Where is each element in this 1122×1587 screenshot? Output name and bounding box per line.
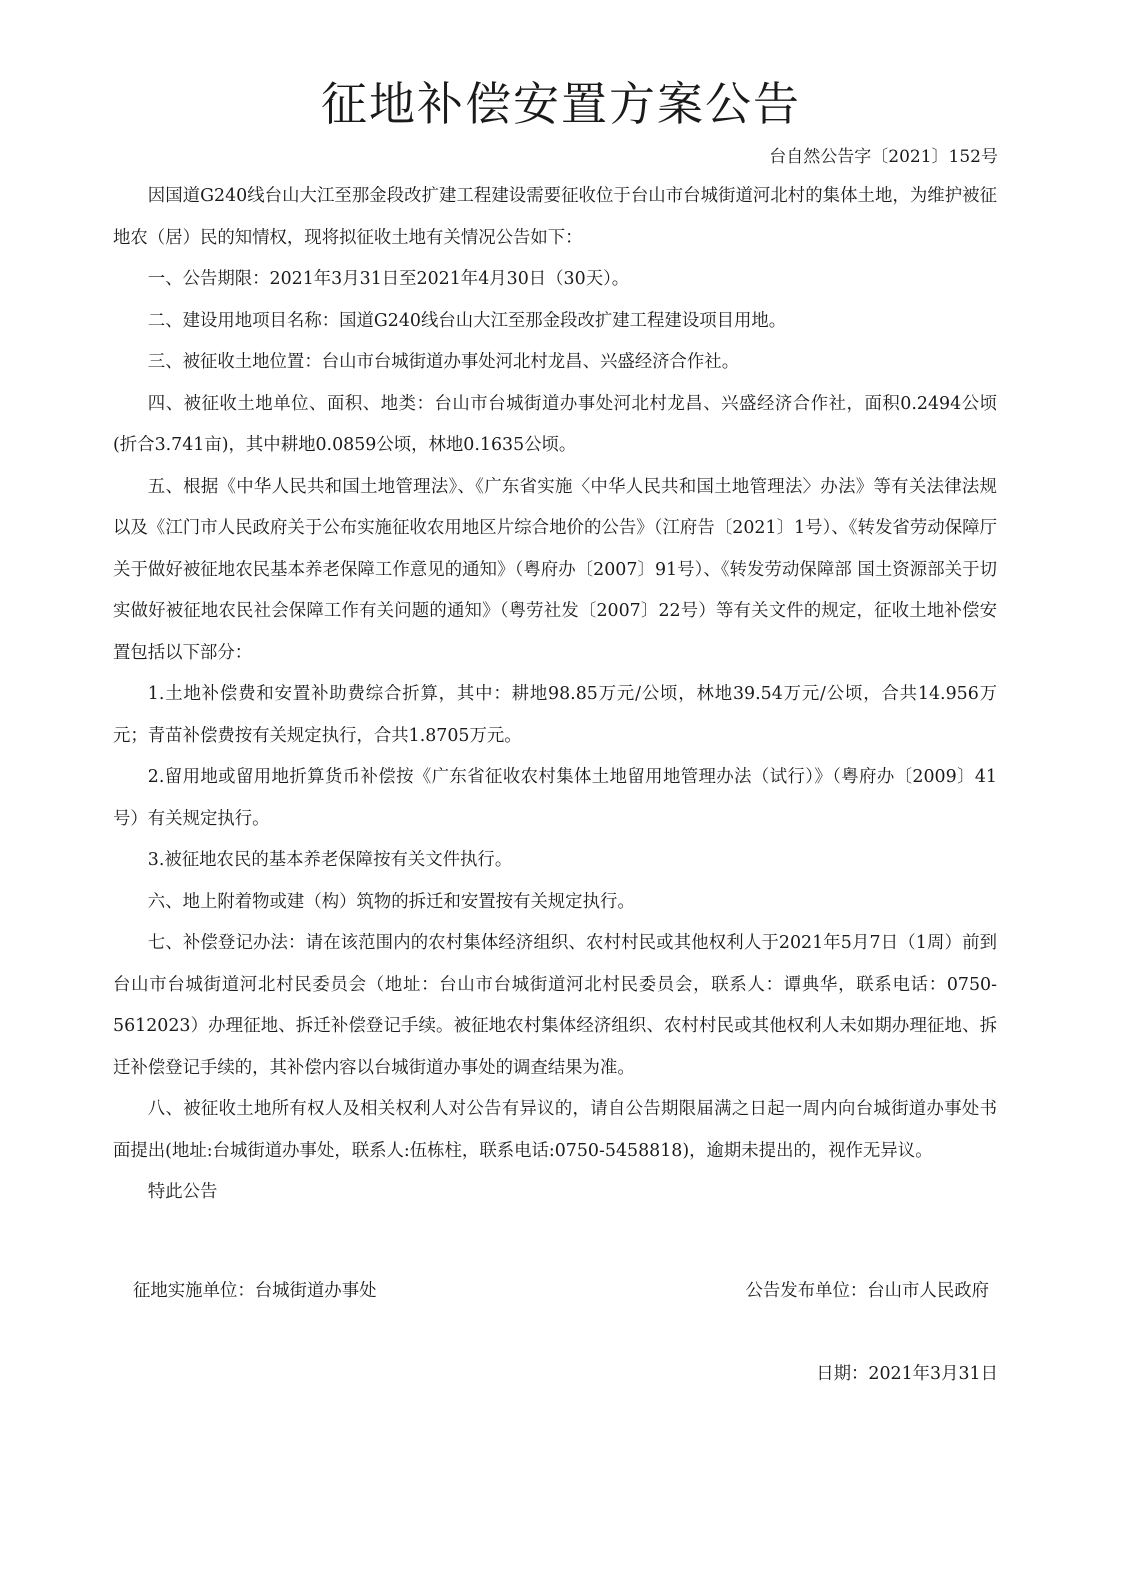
implementing-unit: 征地实施单位：台城街道办事处 — [133, 1281, 377, 1301]
publishing-unit: 公告发布单位：台山市人民政府 — [745, 1281, 989, 1301]
item-paragraph: 二、建设用地项目名称：国道G240线台山大江至那金段改扩建工程建设项目用地。 — [147, 310, 787, 331]
closing-paragraph: 特此公告 — [147, 1182, 218, 1202]
item-paragraph: 3.被征地农民的基本养老保障按有关文件执行。 — [147, 850, 513, 870]
item-paragraph: 1.土地补偿费和安置补助费综合折算，其中：耕地98.85万元/公顷，林地39.54万元/公顷，合共14.956万元；青苗补偿费按有关规定执行，合共1.8705万元。 — [113, 684, 997, 746]
item-paragraph: 一、公告期限：2021年3月31日至2021年4月30日（30天）。 — [147, 269, 630, 289]
item-paragraph: 2.留用地或留用地折算货币补偿按《广东省征收农村集体土地留用地管理办法（试行）》（粤府办〔2009〕41号）有关规定执行。 — [113, 767, 997, 829]
item-paragraph: 八、被征收土地所有权人及相关权利人对公告有异议的，请自公告期限届满之日起一周内向台城街道办事处书面提出(地址:台城街道办事处，联系人:伍栋柱，联系电话:0750-5458818)，逾期未提出的，视作无异议。 — [113, 1099, 997, 1161]
document-body — [113, 176, 997, 1214]
intro-paragraph: 因国道G240线台山大江至那金段改扩建工程建设需要征收位于台山市台城街道河北村的集体土地，为维护被征地农（居）民的知情权，现将拟征收土地有关情况公告如下： — [113, 186, 997, 248]
document-title: 征地补偿安置方案公告 — [321, 77, 801, 131]
item-paragraph: 四、被征收土地单位、面积、地类：台山市台城街道办事处河北村龙昌、兴盛经济合作社，面积0.2494公顷(折合3.741亩)，其中耕地0.0859公顷，林地0.1635公顷。 — [113, 393, 997, 455]
item-paragraph: 三、被征收土地位置：台山市台城街道办事处河北村龙昌、兴盛经济合作社。 — [147, 352, 740, 372]
document-date: 日期：2021年3月31日 — [816, 1364, 998, 1384]
document-number: 台自然公告字〔2021〕152号 — [769, 147, 998, 167]
item-paragraph: 六、地上附着物或建（构）筑物的拆迁和安置按有关规定执行。 — [147, 891, 635, 912]
item-paragraph: 五、根据《中华人民共和国土地管理法》、《广东省实施〈中华人民共和国土地管理法〉办法》等有关法律法规以及《江门市人民政府关于公布实施征收农用地区片综合地价的公告》（江府告〔2021〕1号）、《转发省劳动保障厅关于做好被征地农民基本养老保障工作意见的通知》（粤府办〔2007〕91号）、《转发劳动保障部 国土资源部关于切实做好被征地农民社会保障工作有关问题的通知》（粤劳社发〔2007〕22号）等有关文件的规定，征收土地补偿安置包括以下部分： — [113, 476, 997, 663]
item-paragraph: 七、补偿登记办法：请在该范围内的农村集体经济组织、农村村民或其他权利人于2021年5月7日（1周）前到台山市台城街道河北村民委员会（地址：台山市台城街道河北村民委员会，联系人：谭典华，联系电话：0750-5612023）办理征地、拆迁补偿登记手续。被征地农村集体经济组织、农村村民或其他权利人未如期办理征地、拆迁补偿登记手续的，其补偿内容以台城街道办事处的调查结果为准。 — [113, 933, 997, 1078]
